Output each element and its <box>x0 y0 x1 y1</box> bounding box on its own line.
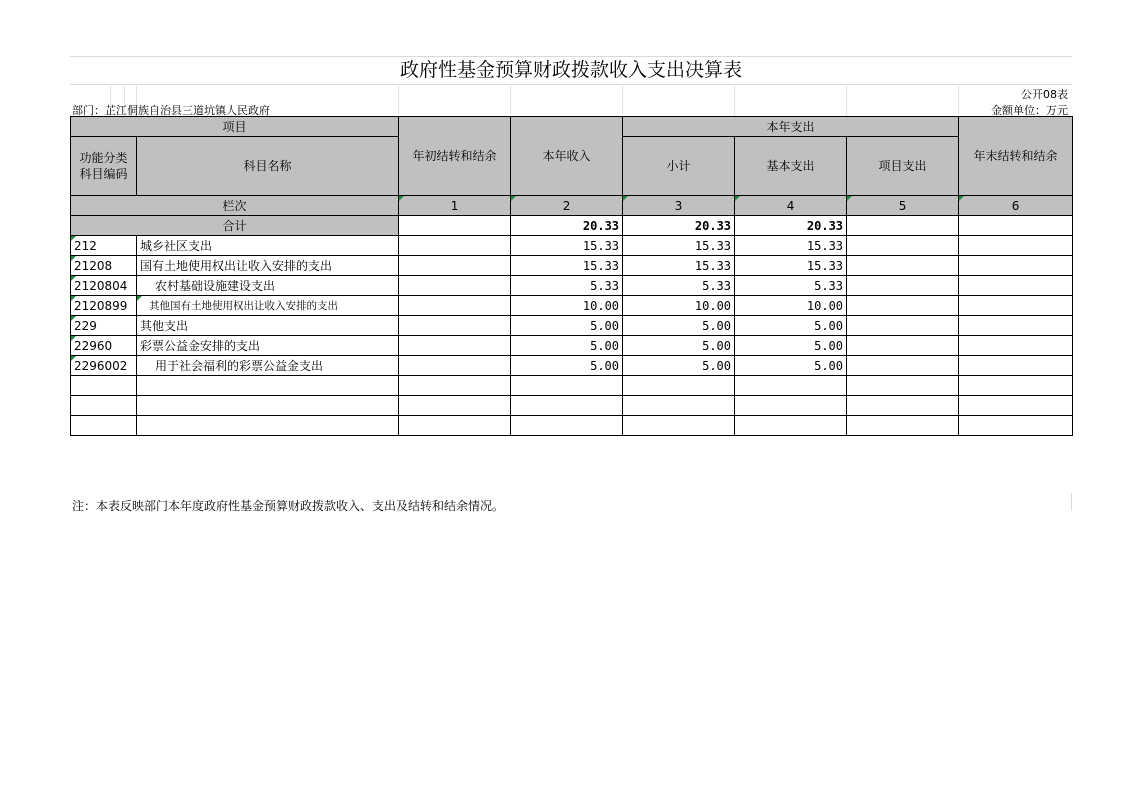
table-row <box>71 336 1073 356</box>
header-subtotal: 小计 <box>623 137 735 196</box>
column-no: 6 <box>959 196 1073 216</box>
header-income: 本年收入 <box>511 117 623 196</box>
table-row <box>71 256 1073 276</box>
department-label: 部门：芷江侗族自治县三道坑镇人民政府 <box>72 104 270 117</box>
cell-project <box>847 276 959 296</box>
column-no: 1 <box>399 196 511 216</box>
column-no: 4 <box>735 196 847 216</box>
cell-income: 5.33 <box>511 276 623 296</box>
gridline <box>398 84 399 116</box>
cell-income: 15.33 <box>511 236 623 256</box>
cell-name: 彩票公益金安排的支出 <box>137 336 399 356</box>
table-row <box>71 296 1073 316</box>
cell-end-balance <box>959 356 1073 376</box>
cell-income: 15.33 <box>511 256 623 276</box>
cell-basic: 20.33 <box>735 216 847 236</box>
cell-income: 5.00 <box>511 316 623 336</box>
cell-begin-balance <box>399 296 511 316</box>
form-number: 公开08表 <box>1021 88 1068 101</box>
cell-end-balance <box>959 236 1073 256</box>
cell-project <box>847 216 959 236</box>
cell-project <box>847 336 959 356</box>
total-row <box>71 216 1073 236</box>
cell-project <box>847 316 959 336</box>
cell-begin-balance <box>399 336 511 356</box>
cell-name: 其他支出 <box>137 316 399 336</box>
cell-end-balance <box>959 256 1073 276</box>
header-name: 科目名称 <box>137 137 399 196</box>
cell-project <box>847 356 959 376</box>
cell-basic: 5.00 <box>735 316 847 336</box>
budget-table <box>70 116 1073 436</box>
cell-begin-balance <box>399 236 511 256</box>
cell-basic: 5.00 <box>735 356 847 376</box>
cell-begin-balance <box>399 316 511 336</box>
cell-name: 城乡社区支出 <box>137 236 399 256</box>
table-row <box>71 276 1073 296</box>
header-expense: 本年支出 <box>623 117 959 137</box>
empty-row <box>71 376 1073 396</box>
cell-code: 2120899 <box>71 296 137 316</box>
cell-code: 229 <box>71 316 137 336</box>
cell-subtotal: 5.00 <box>623 316 735 336</box>
cell-code: 2296002 <box>71 356 137 376</box>
cell-code: 22960 <box>71 336 137 356</box>
cell-end-balance <box>959 336 1073 356</box>
gridline <box>734 84 735 116</box>
header-end-balance: 年末结转和结余 <box>959 117 1073 196</box>
header-item: 项目 <box>71 117 399 137</box>
cell-end-balance <box>959 216 1073 236</box>
cell-subtotal: 10.00 <box>623 296 735 316</box>
column-no: 2 <box>511 196 623 216</box>
cell-end-balance <box>959 316 1073 336</box>
total-label: 合计 <box>71 216 399 236</box>
cell-basic: 5.33 <box>735 276 847 296</box>
cell-code: 2120804 <box>71 276 137 296</box>
gridline <box>846 84 847 116</box>
column-no-label: 栏次 <box>71 196 399 216</box>
cell-begin-balance <box>399 276 511 296</box>
cell-end-balance <box>959 276 1073 296</box>
cell-subtotal: 5.00 <box>623 356 735 376</box>
cell-name: 农村基础设施建设支出 <box>137 276 399 296</box>
header-basic: 基本支出 <box>735 137 847 196</box>
cell-basic: 5.00 <box>735 336 847 356</box>
cell-subtotal: 5.00 <box>623 336 735 356</box>
cell-code: 21208 <box>71 256 137 276</box>
cell-subtotal: 5.33 <box>623 276 735 296</box>
unit-label: 金额单位：万元 <box>991 104 1068 117</box>
cell-income: 5.00 <box>511 356 623 376</box>
table-row <box>71 236 1073 256</box>
cell-income: 20.33 <box>511 216 623 236</box>
empty-row <box>71 396 1073 416</box>
cell-begin-balance <box>399 256 511 276</box>
cell-begin-balance <box>399 216 511 236</box>
cell-basic: 10.00 <box>735 296 847 316</box>
table-row <box>71 316 1073 336</box>
table-row <box>71 356 1073 376</box>
cell-income: 5.00 <box>511 336 623 356</box>
column-no: 5 <box>847 196 959 216</box>
header-begin-balance: 年初结转和结余 <box>399 117 511 196</box>
cell-basic: 15.33 <box>735 256 847 276</box>
cell-name: 国有土地使用权出让收入安排的支出 <box>137 256 399 276</box>
header-code: 功能分类 科目编码 <box>71 137 137 196</box>
cell-begin-balance <box>399 356 511 376</box>
gridline <box>1071 493 1072 511</box>
cell-project <box>847 256 959 276</box>
cell-name: 用于社会福利的彩票公益金支出 <box>137 356 399 376</box>
gridline <box>510 84 511 116</box>
cell-project <box>847 236 959 256</box>
cell-project <box>847 296 959 316</box>
column-no: 3 <box>623 196 735 216</box>
cell-name: 其他国有土地使用权出让收入安排的支出 <box>137 296 399 316</box>
cell-income: 10.00 <box>511 296 623 316</box>
cell-subtotal: 20.33 <box>623 216 735 236</box>
cell-subtotal: 15.33 <box>623 236 735 256</box>
cell-end-balance <box>959 296 1073 316</box>
cell-basic: 15.33 <box>735 236 847 256</box>
cell-code: 212 <box>71 236 137 256</box>
cell-subtotal: 15.33 <box>623 256 735 276</box>
gridline <box>958 84 959 116</box>
gridline <box>622 84 623 116</box>
header-project: 项目支出 <box>847 137 959 196</box>
report-title: 政府性基金预算财政拨款收入支出决算表 <box>70 56 1072 85</box>
footnote: 注：本表反映部门本年度政府性基金预算财政拨款收入、支出及结转和结余情况。 <box>72 499 505 513</box>
empty-row <box>71 416 1073 436</box>
